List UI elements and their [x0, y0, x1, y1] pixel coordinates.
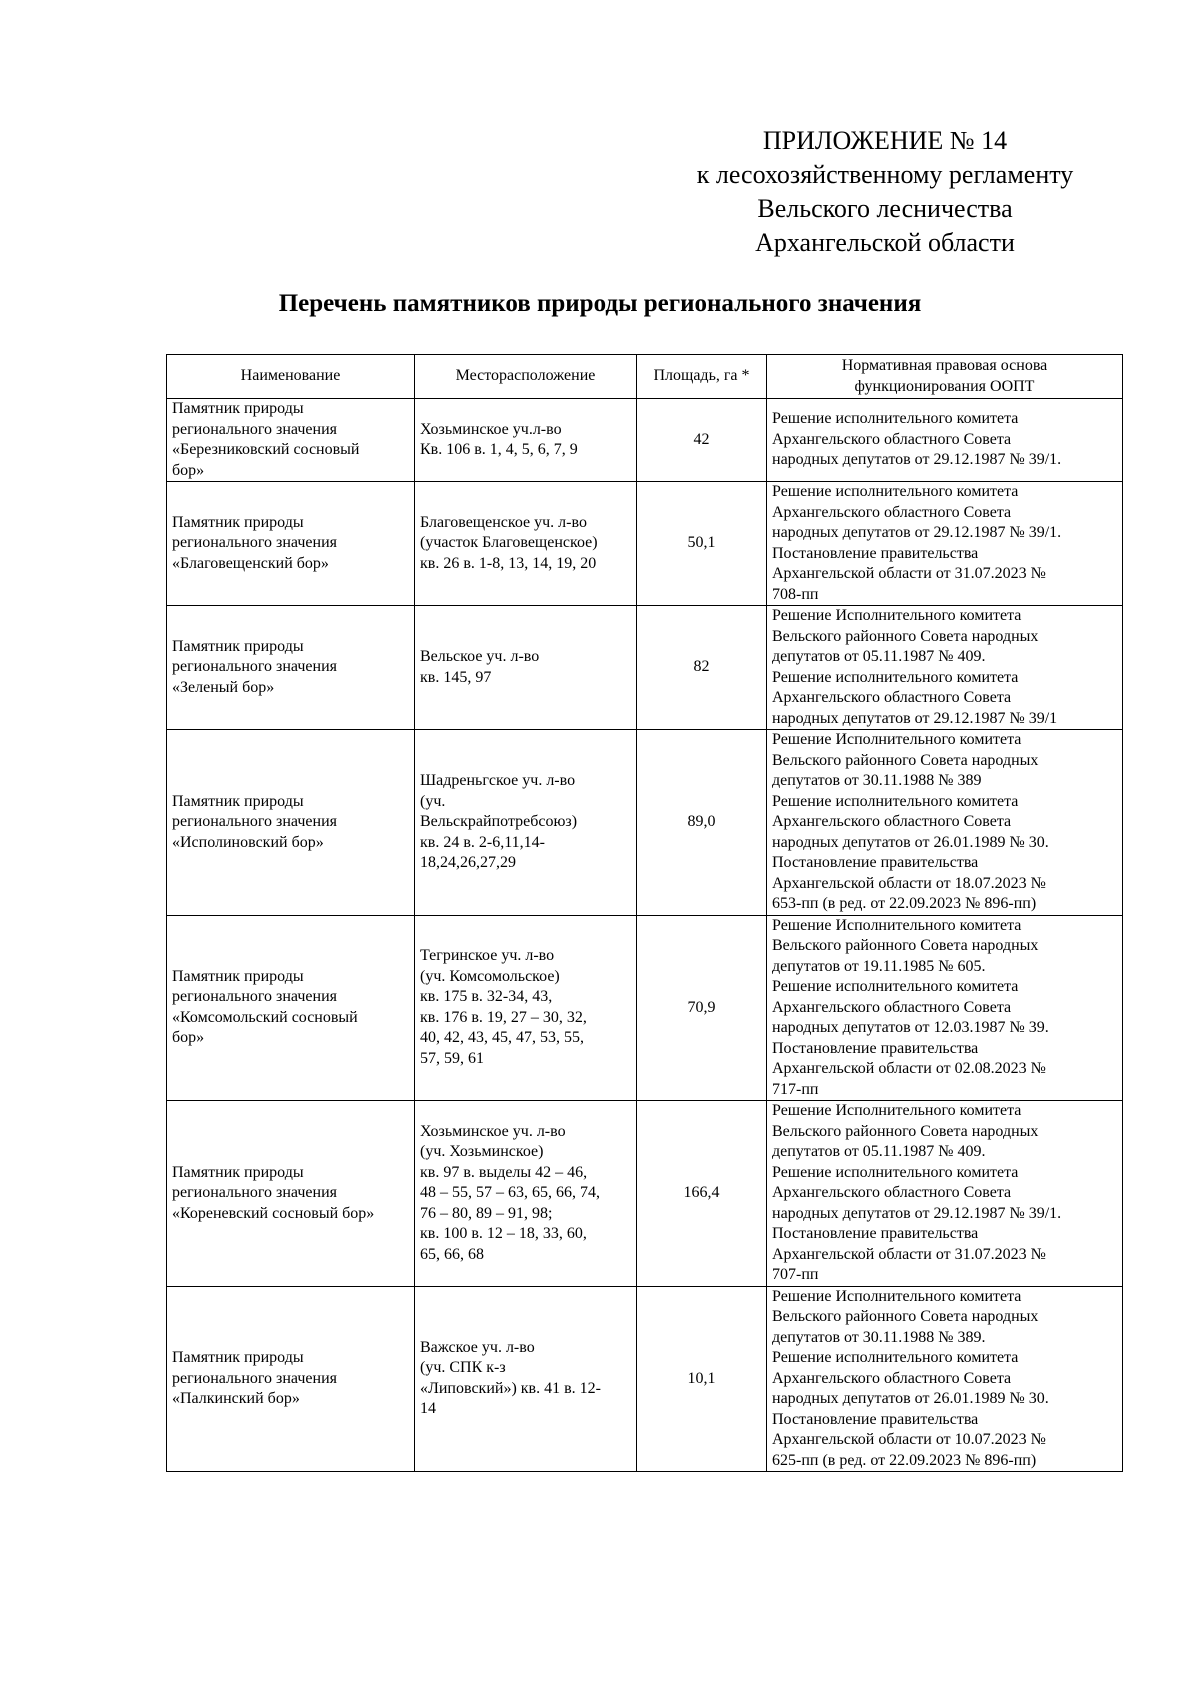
cell-legal-basis-line: Вельского районного Совета народных	[772, 1122, 1039, 1140]
cell-legal-basis-line: Архангельского областного Совета	[772, 998, 1012, 1016]
cell-legal-basis-line: Архангельской области от 02.08.2023 №	[772, 1060, 1046, 1077]
table-row	[167, 730, 1123, 916]
table-header-row	[167, 355, 1123, 399]
cell-location-line: 57, 59, 61	[420, 1049, 484, 1067]
cell-legal-basis-line: 625-пп (в ред. от 22.09.2023 № 896-пп)	[772, 1451, 1037, 1469]
cell-name-line: «Исполиновский бор»	[172, 833, 324, 851]
cell-name-line: регионального значения	[172, 813, 338, 830]
appendix-line-4: Архангельской области	[755, 228, 1015, 257]
cell-location-line: 65, 66, 68	[420, 1245, 484, 1263]
cell-location	[415, 1286, 637, 1472]
cell-legal-basis-line: Архангельской области от 31.07.2023 №	[772, 1245, 1046, 1263]
cell-legal-basis-line: 717-пп	[772, 1080, 819, 1098]
cell-location-line: Шадреньгское уч. л-во	[420, 772, 576, 789]
cell-name-line: «Зеленый бор»	[172, 678, 275, 696]
cell-location-line: 14	[420, 1400, 436, 1418]
cell-location-line: 76 – 80, 89 – 91, 98;	[420, 1204, 553, 1222]
cell-location-line: кв. 100 в. 12 – 18, 33, 60,	[420, 1225, 587, 1242]
cell-name-line: «Березниковский сосновый	[172, 441, 360, 458]
appendix-header	[650, 124, 1120, 260]
cell-legal-basis-line: Постановление правительства	[772, 544, 979, 562]
cell-legal-basis-line: Решение исполнительного комитета	[772, 1163, 1019, 1181]
cell-name-line: Памятник природы	[172, 513, 304, 531]
table-row	[167, 606, 1123, 730]
header-legal-basis-line-2: функционирования ООПТ	[854, 377, 1035, 395]
cell-legal-basis-line: Архангельского областного Совета	[772, 813, 1012, 830]
cell-location-line: (уч. СПК к-з	[420, 1359, 506, 1377]
cell-name-line: Памятник природы	[172, 792, 304, 810]
cell-location	[415, 1101, 637, 1287]
cell-legal-basis-line: депутатов от 30.11.1988 № 389	[772, 772, 982, 789]
cell-name	[167, 606, 415, 730]
cell-name-line: бор»	[172, 461, 205, 479]
cell-location-line: (уч. Комсомольское)	[420, 967, 560, 985]
cell-legal-basis-line: Решение Исполнительного комитета	[772, 1102, 1022, 1119]
cell-location-line: кв. 26 в. 1-8, 13, 14, 19, 20	[420, 554, 597, 572]
cell-location-line: «Липовский») кв. 41 в. 12-	[420, 1379, 601, 1397]
cell-legal-basis-line: Вельского районного Совета народных	[772, 937, 1039, 954]
cell-location-line: Хозьминское уч. л-во	[420, 1122, 566, 1140]
cell-legal-basis-line: депутатов от 19.11.1985 № 605.	[772, 957, 986, 975]
cell-name-line: «Благовещенский бор»	[172, 554, 329, 572]
cell-location-line: Хозьминское уч.л-во	[420, 420, 562, 438]
table-row	[167, 1286, 1123, 1472]
cell-legal-basis-line: Вельского районного Совета народных	[772, 627, 1039, 645]
cell-legal-basis-line: Решение исполнительного комитета	[772, 483, 1019, 500]
cell-location-line: Вельское уч. л-во	[420, 648, 540, 665]
cell-legal-basis-line: Архангельской области от 18.07.2023 №	[772, 874, 1046, 892]
cell-name-line: Памятник природы	[172, 967, 304, 985]
cell-location	[415, 606, 637, 730]
cell-name-line: Памятник природы	[172, 1163, 304, 1181]
cell-name-line: Памятник природы	[172, 1349, 304, 1366]
cell-legal-basis-line: Архангельского областного Совета	[772, 1369, 1012, 1387]
cell-legal-basis-line: Вельского районного Совета народных	[772, 1308, 1039, 1325]
cell-area: 89,0	[637, 730, 767, 916]
cell-legal-basis-line: Постановление правительства	[772, 854, 979, 871]
cell-name-line: регионального значения	[172, 988, 338, 1006]
cell-name	[167, 1101, 415, 1287]
cell-legal-basis-line: Постановление правительства	[772, 1039, 979, 1057]
cell-legal-basis-line: депутатов от 30.11.1988 № 389.	[772, 1328, 986, 1346]
cell-location-line: 18,24,26,27,29	[420, 854, 516, 871]
cell-location	[415, 399, 637, 482]
cell-legal-basis-line: 708-пп	[772, 585, 819, 603]
cell-legal-basis-line: 653-пп (в ред. от 22.09.2023 № 896-пп)	[772, 895, 1037, 912]
page-title: Перечень памятников природы регионального значения	[278, 290, 922, 317]
cell-location-line: Вельскрайпотребсоюз)	[420, 813, 578, 830]
cell-legal-basis	[767, 399, 1123, 482]
cell-legal-basis-line: 707-пп	[772, 1266, 819, 1283]
cell-location	[415, 482, 637, 606]
cell-location-line: Кв. 106 в. 1, 4, 5, 6, 7, 9	[420, 441, 578, 458]
appendix-number: ПРИЛОЖЕНИЕ № 14	[762, 126, 1008, 155]
table-row	[167, 399, 1123, 482]
cell-legal-basis-line: Вельского районного Совета народных	[772, 751, 1039, 769]
cell-legal-basis-line: Решение исполнительного комитета	[772, 410, 1019, 428]
cell-legal-basis-line: Постановление правительства	[772, 1410, 979, 1428]
cell-name-line: «Палкинский бор»	[172, 1390, 300, 1407]
header-location: Месторасположение	[415, 355, 637, 399]
cell-location-line: кв. 97 в. выделы 42 – 46,	[420, 1163, 588, 1181]
cell-legal-basis-line: Решение Исполнительного комитета	[772, 1287, 1022, 1305]
cell-legal-basis-line: Решение исполнительного комитета	[772, 792, 1019, 810]
cell-area: 166,4	[637, 1101, 767, 1287]
cell-name-line: регионального значения	[172, 1369, 338, 1387]
cell-location-line: Благовещенское уч. л-во	[420, 513, 587, 531]
cell-legal-basis-line: Архангельского областного Совета	[772, 689, 1012, 706]
cell-legal-basis-line: Решение исполнительного комитета	[772, 668, 1019, 686]
cell-legal-basis-line: народных депутатов от 29.12.1987 № 39/1.	[772, 451, 1062, 469]
cell-legal-basis-line: Решение исполнительного комитета	[772, 978, 1019, 995]
header-name: Наименование	[167, 355, 415, 399]
cell-name-line: регионального значения	[172, 534, 338, 552]
cell-location-line: кв. 24 в. 2-6,11,14-	[420, 833, 545, 851]
cell-legal-basis-line: депутатов от 05.11.1987 № 409.	[772, 1143, 986, 1160]
cell-location-line: (уч. Хозьминское)	[420, 1143, 544, 1160]
cell-area: 70,9	[637, 915, 767, 1101]
cell-area: 50,1	[637, 482, 767, 606]
cell-area: 42	[637, 399, 767, 482]
cell-location-line: Тегринское уч. л-во	[420, 947, 555, 965]
cell-location-line: 40, 42, 43, 45, 47, 53, 55,	[420, 1029, 584, 1047]
cell-legal-basis	[767, 730, 1123, 916]
cell-location-line: 48 – 55, 57 – 63, 65, 66, 74,	[420, 1184, 600, 1201]
nature-monuments-table	[166, 354, 1123, 1472]
cell-location-line: кв. 176 в. 19, 27 – 30, 32,	[420, 1008, 587, 1026]
header-legal-basis	[767, 355, 1123, 399]
table-row	[167, 482, 1123, 606]
cell-legal-basis-line: Постановление правительства	[772, 1225, 979, 1242]
cell-location-line: Важское уч. л-во	[420, 1338, 535, 1356]
cell-name-line: Памятник природы	[172, 637, 304, 655]
cell-name	[167, 730, 415, 916]
cell-location-line: кв. 175 в. 32-34, 43,	[420, 988, 553, 1006]
cell-legal-basis	[767, 1286, 1123, 1472]
cell-legal-basis-line: Архангельской области от 10.07.2023 №	[772, 1431, 1046, 1448]
cell-name-line: регионального значения	[172, 420, 338, 438]
cell-area: 10,1	[637, 1286, 767, 1472]
cell-legal-basis-line: Решение Исполнительного комитета	[772, 916, 1022, 934]
header-area: Площадь, га *	[637, 355, 767, 399]
cell-legal-basis-line: Архангельского областного Совета	[772, 430, 1012, 448]
cell-legal-basis-line: народных депутатов от 12.03.1987 № 39.	[772, 1019, 1049, 1036]
cell-name-line: Памятник природы	[172, 400, 304, 417]
cell-area: 82	[637, 606, 767, 730]
cell-legal-basis-line: Архангельского областного Совета	[772, 1184, 1012, 1201]
cell-location-line: (участок Благовещенское)	[420, 534, 598, 552]
cell-location-line: кв. 145, 97	[420, 668, 492, 686]
table-row	[167, 915, 1123, 1101]
cell-name-line: «Кореневский сосновый бор»	[172, 1204, 375, 1222]
cell-name-line: «Комсомольский сосновый	[172, 1008, 358, 1026]
cell-legal-basis	[767, 915, 1123, 1101]
appendix-line-3: Вельского лесничества	[757, 194, 1013, 223]
cell-legal-basis	[767, 1101, 1123, 1287]
appendix-line-2: к лесохозяйственному регламенту	[696, 160, 1074, 189]
cell-location	[415, 730, 637, 916]
cell-legal-basis-line: Архангельской области от 31.07.2023 №	[772, 565, 1046, 582]
cell-legal-basis-line: депутатов от 05.11.1987 № 409.	[772, 648, 986, 665]
cell-location	[415, 915, 637, 1101]
cell-name-line: регионального значения	[172, 658, 338, 676]
cell-legal-basis-line: народных депутатов от 29.12.1987 № 39/1.	[772, 524, 1062, 541]
cell-name	[167, 1286, 415, 1472]
cell-name	[167, 482, 415, 606]
cell-legal-basis-line: Решение исполнительного комитета	[772, 1349, 1019, 1366]
cell-name-line: бор»	[172, 1029, 205, 1047]
cell-name	[167, 399, 415, 482]
cell-name-line: регионального значения	[172, 1184, 338, 1201]
cell-legal-basis-line: народных депутатов от 26.01.1989 № 30.	[772, 833, 1049, 851]
header-legal-basis-line-1: Нормативная правовая основа	[841, 357, 1048, 374]
cell-legal-basis-line: Архангельского областного Совета	[772, 503, 1012, 521]
cell-name	[167, 915, 415, 1101]
cell-legal-basis-line: народных депутатов от 26.01.1989 № 30.	[772, 1390, 1049, 1407]
table-row	[167, 1101, 1123, 1287]
cell-location-line: (уч.	[420, 792, 446, 810]
cell-legal-basis-line: народных депутатов от 29.12.1987 № 39/1	[772, 709, 1058, 727]
cell-legal-basis-line: народных депутатов от 29.12.1987 № 39/1.	[772, 1204, 1062, 1222]
cell-legal-basis-line: Решение Исполнительного комитета	[772, 731, 1022, 748]
cell-legal-basis	[767, 482, 1123, 606]
cell-legal-basis	[767, 606, 1123, 730]
cell-legal-basis-line: Решение Исполнительного комитета	[772, 607, 1022, 624]
